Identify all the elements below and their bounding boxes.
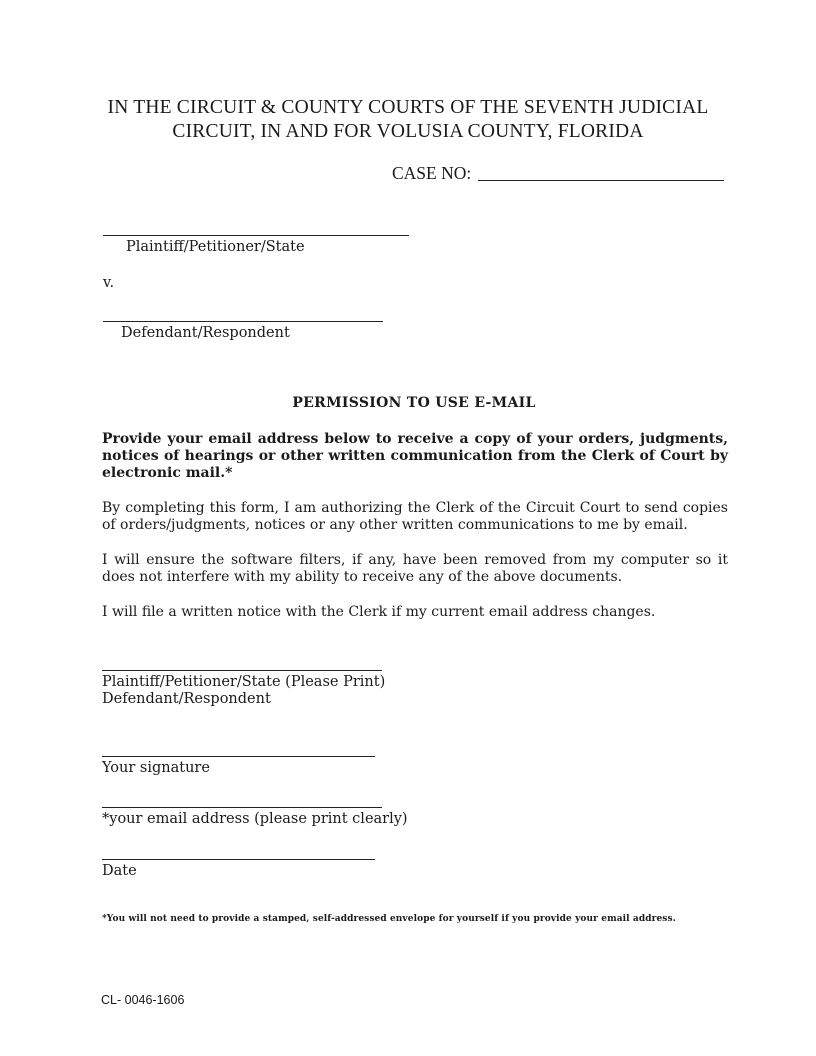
date-label: Date xyxy=(102,863,137,879)
footnote: *You will not need to provide a stamped, self-addressed envelope for yourself if you provide your email address. xyxy=(102,914,676,924)
party-role-label: Defendant/Respondent xyxy=(102,691,271,707)
court-heading-line-1: IN THE CIRCUIT & COUNTY COURTS OF THE SEVENTH JUDICIAL xyxy=(107,97,709,118)
printed-name-label: Plaintiff/Petitioner/State (Please Print) xyxy=(102,674,386,690)
signature-label: Your signature xyxy=(102,760,210,776)
software-filter-paragraph: I will ensure the software filters, if any, have been removed from my computer so it does not interfere with my ability to receive any of the above documents. xyxy=(102,552,728,585)
form-number: CL- 0046-1606 xyxy=(101,993,185,1007)
instruction-paragraph: Provide your email address below to receive a copy of your orders, judgments, notices of hearings or other written communication from the Clerk of Court by electronic mail.* xyxy=(102,431,728,481)
email-label: *your email address (please print clearly) xyxy=(102,811,408,827)
court-heading-line-2: CIRCUIT, IN AND FOR VOLUSIA COUNTY, FLORIDA xyxy=(172,121,644,142)
versus-label: v. xyxy=(103,275,115,291)
authorization-paragraph: By completing this form, I am authorizing the Clerk of the Circuit Court to send copies of orders/judgments, notices or any other written communications to me by email. xyxy=(102,500,728,533)
plaintiff-label: Plaintiff/Petitioner/State xyxy=(126,239,305,255)
case-number-field[interactable] xyxy=(478,180,724,181)
printed-name-field[interactable] xyxy=(102,670,382,671)
defendant-label: Defendant/Respondent xyxy=(121,325,290,341)
email-field[interactable] xyxy=(102,807,382,808)
court-heading xyxy=(60,96,756,144)
defendant-name-field[interactable] xyxy=(103,321,383,322)
case-number-label: CASE NO: xyxy=(392,163,472,183)
plaintiff-name-field[interactable] xyxy=(103,235,409,236)
address-change-paragraph: I will file a written notice with the Clerk if my current email address changes. xyxy=(102,604,656,620)
date-field[interactable] xyxy=(102,859,375,860)
signature-field[interactable] xyxy=(102,756,375,757)
form-title: PERMISSION TO USE E-MAIL xyxy=(292,395,536,411)
